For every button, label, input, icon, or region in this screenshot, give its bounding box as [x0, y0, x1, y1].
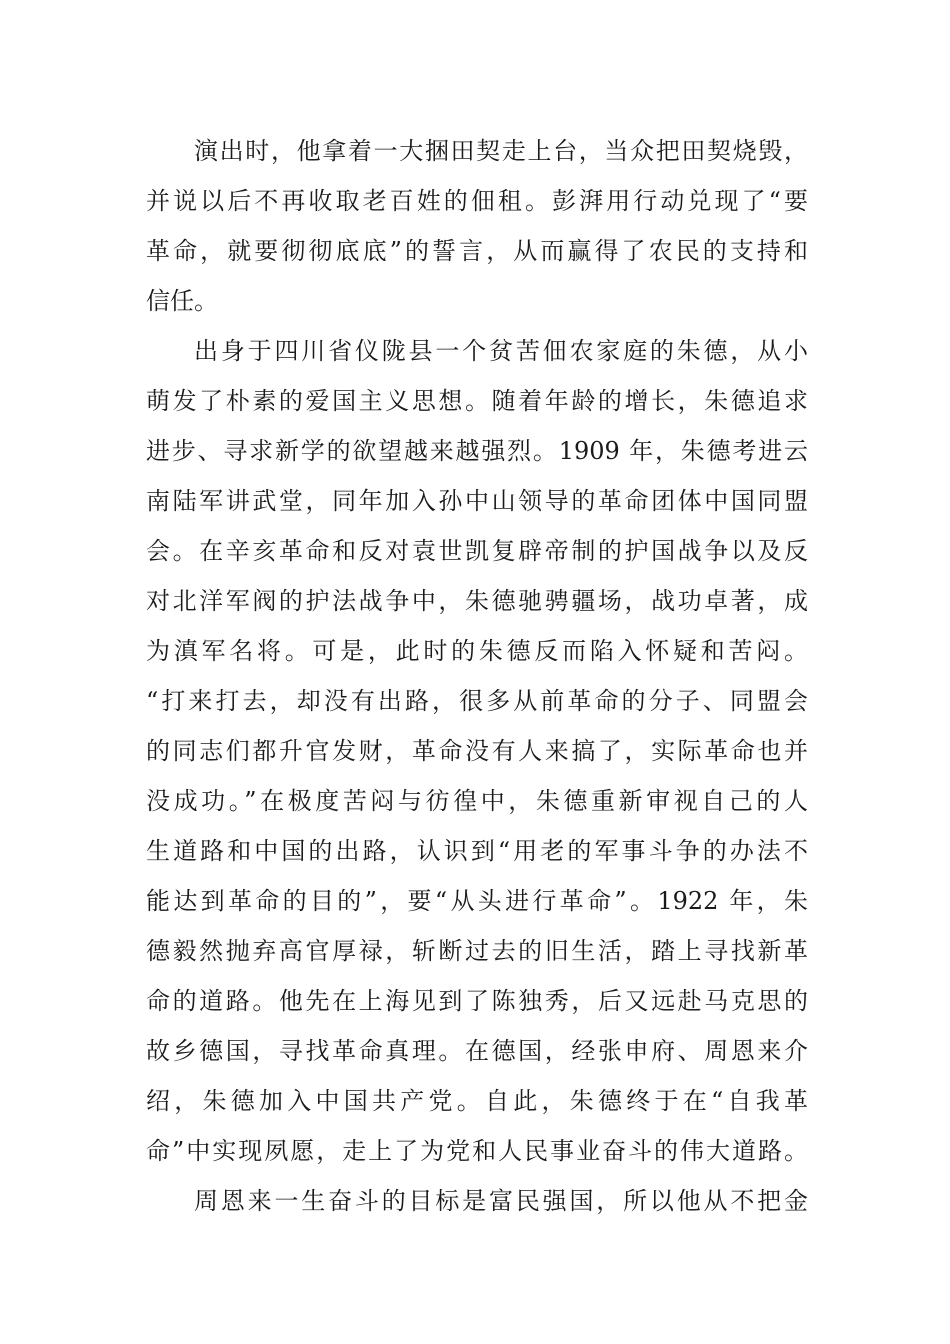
text-line: 没成功。”在极度苦闷与彷徨中，朱德重新审视自己的人 [146, 787, 808, 815]
text-line: 革命，就要彻彻底底”的誓言，从而赢得了农民的支持和 [146, 237, 808, 265]
text-line: 信任。 [146, 287, 218, 315]
text-line: 周恩来一生奋斗的目标是富民强国，所以他从不把金 [194, 1187, 808, 1215]
text-line: 德毅然抛弃高官厚禄，斩断过去的旧生活，踏上寻找新革 [146, 937, 808, 965]
text-line: 进步、寻求新学的欲望越来越强烈。1909 年，朱德考进云 [146, 437, 808, 465]
text-line: 萌发了朴素的爱国主义思想。随着年龄的增长，朱德追求 [146, 387, 808, 415]
text-line: 命”中实现夙愿，走上了为党和人民事业奋斗的伟大道路。 [146, 1137, 808, 1165]
text-line: 出身于四川省仪陇县一个贫苦佃农家庭的朱德，从小 [194, 337, 808, 365]
text-line: 南陆军讲武堂，同年加入孙中山领导的革命团体中国同盟 [146, 487, 808, 515]
text-line: 为滇军名将。可是，此时的朱德反而陷入怀疑和苦闷。 [146, 637, 808, 665]
text-line: 会。在辛亥革命和反对袁世凯复辟帝制的护国战争以及反 [146, 537, 808, 565]
text-line: 故乡德国，寻找革命真理。在德国，经张申府、周恩来介 [146, 1037, 808, 1065]
text-line: “打来打去，却没有出路，很多从前革命的分子、同盟会 [146, 687, 808, 715]
text-line: 演出时，他拿着一大捆田契走上台，当众把田契烧毁， [194, 137, 808, 165]
text-line: 能达到革命的目的”，要“从头进行革命”。1922 年，朱 [146, 887, 808, 915]
text-line: 生道路和中国的出路，认识到“用老的军事斗争的办法不 [146, 837, 808, 865]
text-line: 并说以后不再收取老百姓的佃租。彭湃用行动兑现了“要 [146, 187, 808, 215]
text-line: 命的道路。他先在上海见到了陈独秀，后又远赴马克思的 [146, 987, 808, 1015]
text-line: 的同志们都升官发财，革命没有人来搞了，实际革命也并 [146, 737, 808, 765]
text-line: 绍，朱德加入中国共产党。自此，朱德终于在“自我革 [146, 1087, 808, 1115]
body-text [146, 126, 808, 1226]
text-line: 对北洋军阀的护法战争中，朱德驰骋疆场，战功卓著，成 [146, 587, 808, 615]
